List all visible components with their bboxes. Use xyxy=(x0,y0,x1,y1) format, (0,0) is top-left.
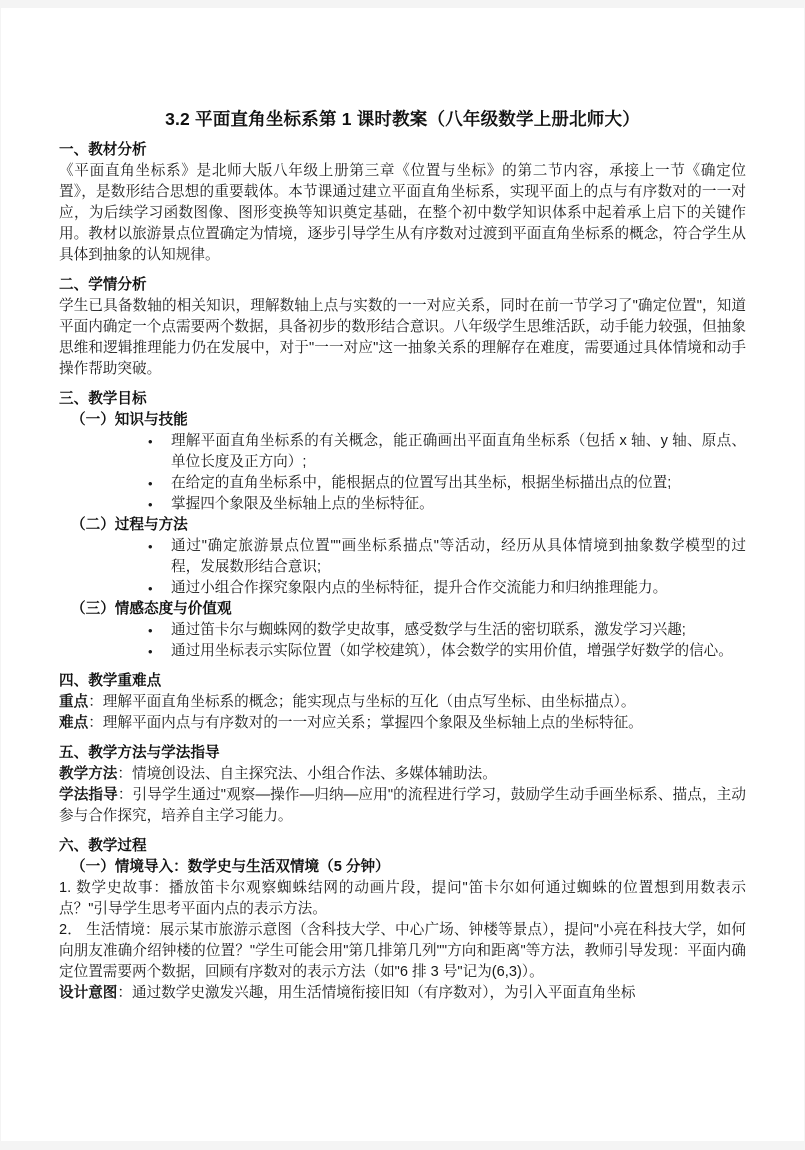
list-knowledge-and-skills xyxy=(59,431,746,515)
heading-teaching-material-analysis: 一、教材分析 xyxy=(59,142,147,158)
paragraph-student-situation-analysis: 学生已具备数轴的相关知识，理解数轴上点与实数的一一对应关系，同时在前一节学习了"确定位置"，知道平面内确定一个点需要两个数据，具备初步的数形结合意识。八年级学生思维活跃，动手能力较强，但抽象思维和逻辑推理能力仍在发展中，对于"一一对应"这一抽象关系的理解存在难度，需要通过具体情境和动手操作帮助突破。 xyxy=(59,298,746,377)
paragraph-teaching-material-analysis: 《平面直角坐标系》是北师大版八年级上册第三章《位置与坐标》的第二节内容，承接上一节《确定位置》，是数形结合思想的重要载体。本节课通过建立平面直角坐标系，实现平面上的点与有序数对的一一对应，为后续学习函数图像、图形变换等知识奠定基础，在整个初中数学知识体系中起着承上启下的关键作用。教材以旅游景点位置确定为情境，逐步引导学生从有序数对过渡到平面直角坐标系的概念，符合学生从具体到抽象的认知规律。 xyxy=(59,163,746,263)
list-item: • 在给定的直角坐标系中，能根据点的位置写出其坐标，根据坐标描出点的位置; xyxy=(59,473,746,494)
heading-key-and-difficult-points: 四、教学重难点 xyxy=(59,673,162,689)
heading-teaching-methods-and-guidance: 五、教学方法与学法指导 xyxy=(59,745,220,761)
text-learning-guidance: ：引导学生通过"观察—操作—归纳—应用"的流程进行学习，鼓励学生动手画坐标系、描点，主动参与合作探究，培养自主学习能力。 xyxy=(59,787,746,824)
heading-student-situation-analysis: 二、学情分析 xyxy=(59,277,147,293)
heading-knowledge-and-skills: （一）知识与技能 xyxy=(71,412,188,428)
paragraph-key-points xyxy=(59,692,746,713)
text-teaching-method: ：情境创设法、自主探究法、小组合作法、多媒体辅助法。 xyxy=(117,766,497,782)
heading-situation-introduction: （一）情境导入：数学史与生活双情境（5 分钟） xyxy=(71,859,390,875)
paragraph-math-history-story: 1. 数学史故事：播放笛卡尔观察蜘蛛结网的动画片段，提问"笛卡尔如何通过蜘蛛的位置想到用数表示点？"引导学生思考平面内点的表示方法。 xyxy=(59,880,746,917)
label-teaching-method: 教学方法 xyxy=(59,766,118,782)
document-body xyxy=(1,8,804,1004)
list-process-and-method xyxy=(59,536,746,599)
text-difficult-point: ：理解平面内点与有序数对的一一对应关系；掌握四个象限及坐标轴上点的坐标特征。 xyxy=(88,715,643,731)
text-key-point: ：理解平面直角坐标系的概念；能实现点与坐标的互化（由点写坐标、由坐标描点）。 xyxy=(88,694,636,710)
paragraph-teaching-methods xyxy=(59,764,746,785)
label-key-point: 重点 xyxy=(59,694,89,710)
paragraph-difficult-points xyxy=(59,713,746,734)
list-item: • 通过小组合作探究象限内点的坐标特征，提升合作交流能力和归纳推理能力。 xyxy=(59,578,746,599)
list-item: • 理解平面直角坐标系的有关概念，能正确画出平面直角坐标系（包括 x 轴、y 轴、原点、单位长度及正方向）; xyxy=(59,431,746,473)
page-title: 3.2 平面直角坐标系第 1 课时教案（八年级数学上册北师大） xyxy=(165,109,640,129)
label-design-intent: 设计意图 xyxy=(59,985,118,1001)
text-design-intent: ：通过数学史激发兴趣，用生活情境衔接旧知（有序数对），为引入平面直角坐标 xyxy=(117,985,636,1001)
heading-emotion-attitude-values: （三）情感态度与价值观 xyxy=(71,601,232,617)
heading-teaching-objectives: 三、教学目标 xyxy=(59,391,147,407)
list-emotion-attitude-values xyxy=(59,620,746,662)
heading-teaching-process: 六、教学过程 xyxy=(59,838,147,854)
label-difficult-point: 难点 xyxy=(59,715,89,731)
label-learning-guidance: 学法指导 xyxy=(59,787,118,803)
paragraph-life-situation: 2． 生活情境：展示某市旅游示意图（含科技大学、中心广场、钟楼等景点），提问"小亮在科技大学，如何向朋友准确介绍钟楼的位置？"学生可能会用"第几排第几列""方向和距离"等方法，教师引导发现：平面内确定位置需要两个数据，回顾有序数对的表示方法（如"6 排 3 号"记为(6,3)）。 xyxy=(59,922,746,980)
list-item: • 通过笛卡尔与蜘蛛网的数学史故事，感受数学与生活的密切联系，激发学习兴趣; xyxy=(59,620,746,641)
list-item: • 通过用坐标表示实际位置（如学校建筑），体会数学的实用价值，增强学好数学的信心。 xyxy=(59,641,746,662)
heading-process-and-method: （二）过程与方法 xyxy=(71,517,188,533)
document-page xyxy=(1,8,804,1141)
list-item: • 掌握四个象限及坐标轴上点的坐标特征。 xyxy=(59,494,746,515)
list-item: • 通过"确定旅游景点位置""画坐标系描点"等活动，经历从具体情境到抽象数学模型的过程，发展数形结合意识; xyxy=(59,536,746,578)
paragraph-design-intent xyxy=(59,983,746,1004)
paragraph-learning-guidance xyxy=(59,785,746,827)
